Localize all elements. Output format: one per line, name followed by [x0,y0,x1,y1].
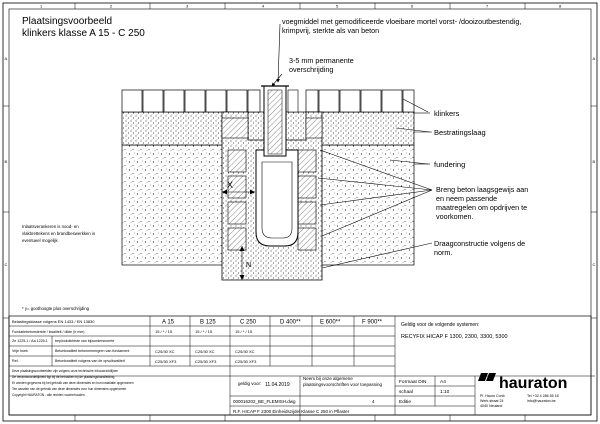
note-line-1: Inlaatsverankeren is nood- en [22,224,79,229]
col-label: 6 [411,3,414,9]
fine-line: Deze plaatsingsvoorbeelden zijn volgens onze technische inbouwrichtlijnen [12,369,119,373]
col-label: 7 [486,3,489,9]
col-label: 4 [262,3,265,9]
table-cell: C25/30 XF3 [195,359,217,364]
overlap-label-2: overschrijding [289,65,334,74]
col-label: 1 [40,3,43,9]
table-cell: 15 / * / 15 [195,329,213,334]
table-cell: C25/30 XC [155,349,175,354]
hauraton-logo [478,373,567,392]
product-label: Geldig voor de volgende systemen: [401,322,480,328]
row-label: A [4,56,8,61]
disclaimer-1: Neem bij onze algemene [303,376,353,381]
fine-line: Copyright HAURATON - alle rechten voorbehouden [12,393,85,397]
fine-print [12,369,134,397]
col-label: 3 [186,3,189,9]
row-label: Vrije hoek [12,349,28,353]
phone: Tel +32 4 286 55 18 [527,394,559,398]
row-label: A [592,56,596,61]
valid-label: geldig voor: [238,381,262,386]
row-label: B [592,159,596,164]
row-label: Ref. [12,359,19,363]
col-label: 5 [336,3,339,9]
header-d400: D 400** [280,319,301,326]
foundation-label: fundering [434,160,466,169]
table-cell: C25/30 XF3 [235,359,257,364]
table-cell: C25/30 XC [235,349,255,354]
concrete-label-1: Breng beton laagsgewijs aan [436,185,529,194]
grout-joint [288,90,298,112]
table-cell: C25/30 XF3 [155,359,177,364]
drawing-name: R.F. HICAP F 2300 Einheidszijdel Klasse C 250 in Pflaster [233,409,350,414]
product-value: RECYFIX HICAP F 1300, 2300, 3300, 5300 [401,334,508,340]
row-label: Ze 1225-1 / Aa 1225-1 [12,339,48,343]
format-value: A4 [440,380,446,385]
fine-line: Ten aanzien van de gebruik van deze dimensies voor hun dimensies opgenomen [12,387,127,391]
table-cell: C25/30 XC [195,349,215,354]
load-table-headers [12,319,383,326]
header-f900: F 900** [362,319,383,326]
slot-opening [268,90,282,154]
email: info@hauraton.be [527,399,556,403]
concrete-label-4: voorkomen. [436,212,474,221]
row-label: C [4,262,8,267]
address-line: Pl. Hauro Conb [480,394,505,398]
support-label-1: Draagconstructie volgens de [434,239,526,248]
concrete-label-2: en neem passende [436,194,498,203]
col-label: 8 [559,3,562,9]
grout-label-2: krimpvrij, sterkte als van beton [282,26,380,35]
fine-line: De verantwoordelijkheid ligt bij de betrokken bij de plaatsingshandleiding [12,375,115,379]
format-label: Formaat DIN [399,380,427,385]
valid-date: 11.04.2019 [265,382,290,388]
fine-line: Er worden gegevens bij het gebruik van deze dimensies en hun installatie opgenomen [12,381,134,385]
edition-label: Editie [399,400,411,405]
support-label-2: norm. [434,248,453,257]
header-class: Belastingsklasse volgens EN 1433 / EN 13830 [12,319,95,324]
load-table-grid [9,316,595,415]
row-label: B [4,159,8,164]
address-line: Werk-straat 24 [480,399,504,403]
side-row: Betonkwaliteit betonnemergren van fundament [55,349,130,353]
side-row: beplookdichtste van bijzondersnoerte [55,339,115,343]
scale-value: 1:10 [440,390,450,395]
row-label: C [592,262,596,267]
header-e600: E 600** [320,319,341,326]
scale-label: schaal [399,390,413,395]
overlap-label-1: 3-5 mm permanente [289,56,354,65]
col-label: 2 [110,3,113,9]
disclaimer-2: plaatsingsvoorschriften voor toepassing [303,382,383,387]
table-cell: 15 / * / 15 [155,329,173,334]
dim-n-label: N [246,262,252,269]
contact-info [480,394,559,408]
header-b125: B 125 [200,319,216,326]
title-line-1: Plaatsingsvoorbeeld [22,16,113,27]
page-number: 4 [372,399,375,404]
cross-section [122,86,414,280]
row-label: Fundatiebetonsterkte / kwaliteit / dikte (ir mm) [12,330,85,334]
load-table-rows [12,329,257,364]
brand-name: hauraton [499,375,568,392]
address-line: 4040 Neuland [480,404,503,408]
dim-x-label: X [227,180,234,190]
side-row: Betonkwaliteit volgens van de opvulkwaliteit [55,359,125,363]
title-line-2: klinkers klasse A 15 - C 250 [22,28,145,39]
note-line-3: eventueel mogelijk [22,238,58,243]
table-cell: 15 / * / 15 [235,329,253,334]
grout-label-1: voegmiddel met gemodificeerde vloeibare mortel vorst- /dooizoutbestendig, [282,17,522,26]
note-line-2: vlakbrettekens en brandbeswerkken is [22,231,96,236]
doc-code: 000016202_BE_FLEMISH.dwg [233,399,296,404]
header-c250: C 250 [240,319,257,326]
concrete-label-3: maatregelen om opdrijven te [436,203,528,212]
footnote: * y= goothoogte plus overschrijding [22,306,90,311]
bedding-label: Bestratingslaag [434,128,486,137]
title-block [9,316,595,415]
pavers-label: klinkers [434,109,460,118]
header-a15: A 15 [162,319,175,326]
